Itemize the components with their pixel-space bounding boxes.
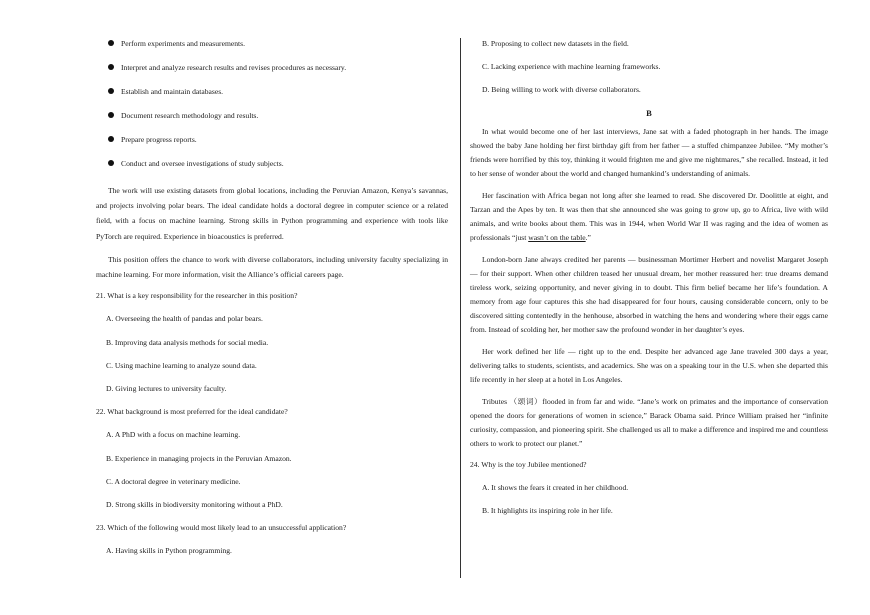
q23-option-b: B. Proposing to collect new datasets in the field. [482,39,629,48]
bullet-dot-icon [108,136,114,142]
bullet-item [96,62,448,73]
question-23: 23. Which of the following would most likely lead to an unsuccessful application? [96,523,347,533]
bullet-dot-icon [108,160,114,166]
bullet-item [96,38,448,49]
bullet-dot-icon [108,112,114,118]
q22-option-a: A. A PhD with a focus on machine learning. [106,430,241,440]
job-description-paragraph: The work will use existing datasets from global locations, including the Peruvian Amazon, Kenya’s savannas, and projects involving polar bears. The ideal candidate holds a doctoral degree in computer science or a related field, with a focus on machine learning. Strong skills in Python programming and experience with tools like PyTorch are required. Experience in bioacoustics is preferred. [96,185,448,241]
bullet-item [96,86,448,97]
bullet-item [96,110,448,121]
q24-option-b: B. It highlights its inspiring role in her life. [482,505,613,515]
question-24: 24. Why is the toy Jubilee mentioned? [470,459,587,469]
q23-option-d: D. Being willing to work with diverse collaborators. [482,85,641,95]
q21-option-a: A. Overseeing the health of pandas and polar bears. [106,314,263,324]
bullet-dot-icon [108,40,114,46]
column-divider [460,38,461,578]
q23-option-a: A. Having skills in Python programming. [106,546,232,556]
bullet-dot-icon [108,64,114,70]
passage-paragraph-2 [470,189,828,245]
bullet-text: Conduct and oversee investigations of study subjects. [121,159,284,169]
q23-option-c: C. Lacking experience with machine learning frameworks. [482,62,661,72]
bullet-dot-icon [108,88,114,94]
q21-option-c: C. Using machine learning to analyze sound data. [106,360,257,370]
passage-paragraph-3: London-born Jane always credited her parents — businessman Mortimer Herbert and novelist Margaret Joseph — for their support. When other children teased her unusual dream, her mother reassured her: true dreams demand tireless work, seizing opportunity, and never giving in to doubt. This firm belief became her life’s foundation. A memory from age four captures this she had disappeared for four hours, causing considerable concern, only to be discovered sitting contentedly in the henhouse, absorbed in watching the hens and wondering where their eggs came from. Instead of scolding her, her mother saw the profound wonder in her daughter’s eyes. [470,254,828,334]
bullet-text: Interpret and analyze research results and revises procedures as necessary. [121,63,347,73]
passage-paragraph-4: Her work defined her life — right up to the end. Despite her advanced age Jane traveled 300 days a year, delivering talks to students, scientists, and academics. She was on a speaking tour in the U.S. when she departed this life recently in her sleep at a hotel in Los Angeles. [470,346,828,384]
collaboration-paragraph: This position offers the chance to work with diverse collaborators, including university faculty specializing in machine learning. For more information, visit the Alliance’s official careers page. [96,254,448,280]
bullet-text: Establish and maintain databases. [121,87,224,97]
question-21: 21. What is a key responsibility for the researcher in this position? [96,291,298,301]
bullet-item [96,134,448,145]
passage-paragraph-1: In what would become one of her last interviews, Jane sat with a faded photograph in her hands. The image showed the baby Jane holding her first birthday gift from her father — a stuffed chimpanzee Jubilee. “My mother’s friends were horrified by this toy, thinking it would frighten me and give me nightmares,” she recalled. Instead, it led to her sense of wonder about the world and changed humankind’s understanding of animals. [470,126,828,178]
underlined-phrase: wasn’t on the table [528,232,586,242]
passage-paragraph-5: Tributes （颂词）flooded in from far and wide. “Jane’s work on primates and the importance of conservation opened the doors for generations of women in science,” Barack Obama said. Prince William praised her “infinite curiosity, compassion, and pioneering spirit. She challenged us all to make a difference and inspired me and countless others to work to protect our planet.” [470,396,828,448]
question-22: 22. What background is most preferred for the ideal candidate? [96,407,288,417]
q22-option-d: D. Strong skills in biodiversity monitoring without a PhD. [106,499,283,509]
right-column [470,38,828,528]
quote-close: .” [585,232,591,242]
q22-option-c: C. A doctoral degree in veterinary medicine. [106,476,241,486]
q21-option-b: B. Improving data analysis methods for social media. [106,337,269,347]
bullet-text: Document research methodology and results. [121,111,259,121]
q24-option-a: A. It shows the fears it created in her childhood. [482,482,629,492]
left-column [96,38,448,568]
q22-option-b: B. Experience in managing projects in the Peruvian Amazon. [106,453,292,463]
quote-open: “just [510,232,529,242]
section-label: B [646,107,652,118]
bullet-text: Perform experiments and measurements. [121,39,245,48]
bullet-text: Prepare progress reports. [121,135,197,145]
q21-option-d: D. Giving lectures to university faculty. [106,383,227,393]
passage-paragraph-2-text: Her fascination with Africa began not long after she learned to read. She discovered Dr. Doolittle at eight, and Tarzan and the Apes by ten. It was then that she announced she was going to grow up, go to Africa, live with wild animals, and write books about them. This was in 1944, when World War II was raging and the idea of women as professionals [470,190,828,242]
bullet-item [96,158,448,169]
